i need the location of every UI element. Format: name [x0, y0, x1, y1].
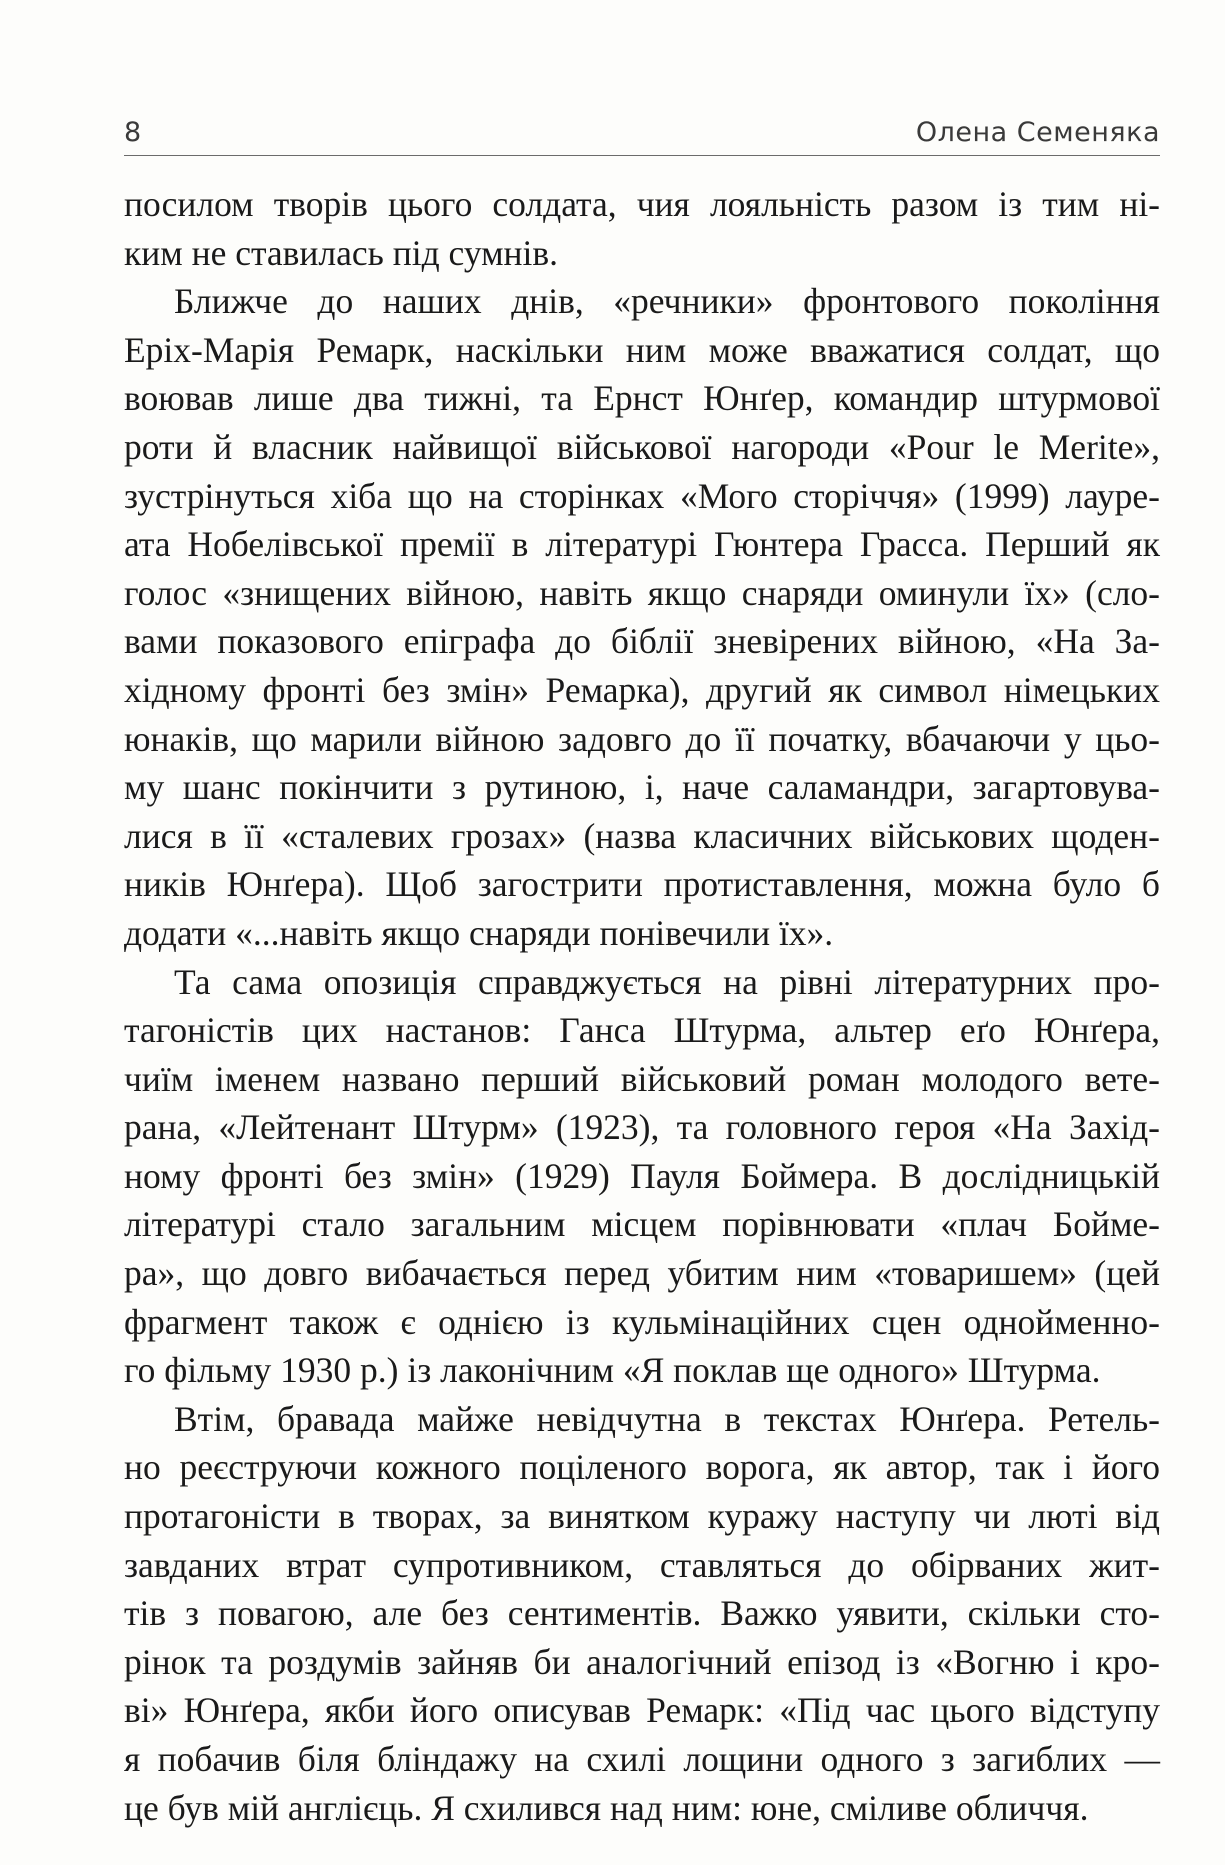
paragraph — [124, 958, 1160, 1395]
text-line: лися в її «сталевих грозах» (назва класичних військових щоден- — [124, 815, 1160, 856]
text-line: голос «знищених війною, навіть якщо снаряди оминули їх» (сло- — [124, 572, 1160, 613]
text-line: Втім, бравада майже невідчутна в текстах Юнґера. Ретель- — [174, 1398, 1160, 1439]
text-line: рана, «Лейтенант Штурм» (1923), та головного героя «На Захід- — [124, 1107, 1160, 1148]
text-line: ві» Юнґера, якби його описував Ремарк: «Під час цього відступу — [124, 1690, 1160, 1731]
paragraph — [124, 277, 1160, 957]
text-line: Та сама опозиція справджується на рівні літературних про- — [174, 961, 1160, 1002]
text-line: юнаків, що марили війною задовго до її початку, вбачаючи у цьо- — [124, 718, 1160, 759]
text-line: додати «...навіть якщо снаряди понівечили їх». — [124, 912, 834, 953]
text-line: літературі стало загальним місцем порівнювати «плач Бойме- — [124, 1204, 1160, 1245]
running-head — [124, 117, 1160, 157]
text-line: протагоністи в творах, за винятком куражу наступу чи люті від — [124, 1496, 1160, 1537]
text-line: рінок та роздумів зайняв би аналогічний епізод із «Вогню і кро- — [124, 1641, 1160, 1682]
body-text — [124, 180, 1160, 1832]
text-line: фрагмент також є однією із кульмінаційних сцен однойменно- — [124, 1301, 1160, 1342]
text-line: Ближче до наших днів, «речники» фронтового покоління — [174, 281, 1160, 322]
paragraph — [124, 1395, 1160, 1832]
text-line: но реєструючи кожного поціленого ворога, як автор, так і його — [124, 1447, 1160, 1488]
text-line: вами показового епіграфа до біблії зневірених війною, «На За- — [124, 621, 1160, 662]
text-line: посилом творів цього солдата, чия лояльність разом із тим ні- — [124, 184, 1160, 224]
text-line: завданих втрат супротивником, ставляться до обірваних жит- — [124, 1544, 1160, 1585]
text-line: зустрінуться хіба що на сторінках «Мого сторіччя» (1999) лауре- — [124, 475, 1160, 516]
text-line: ата Нобелівської премії в літературі Гюнтера Грасса. Перший як — [124, 524, 1160, 565]
text-line: Еріх-Марія Ремарк, наскільки ним може вважатися солдат, що — [124, 329, 1160, 370]
text-line: хідному фронті без змін» Ремарка), другий як символ німецьких — [124, 669, 1160, 710]
paragraph — [124, 180, 1160, 277]
text-line: го фільму 1930 р.) із лаконічним «Я поклав ще одного» Штурма. — [124, 1350, 1101, 1391]
text-line: му шанс покінчити з рутиною, і, наче саламандри, загартовува- — [124, 767, 1160, 808]
text-line: тів з повагою, але без сентиментів. Важко уявити, скільки сто- — [124, 1593, 1160, 1634]
text-line: тагоністів цих настанов: Ганса Штурма, альтер еґо Юнґера, — [124, 1010, 1160, 1051]
text-line: ра», що довго вибачається перед убитим ним «товаришем» (цей — [124, 1253, 1160, 1294]
text-line: ному фронті без змін» (1929) Пауля Боймера. В дослідницькій — [124, 1155, 1160, 1196]
header-rule — [124, 155, 1160, 156]
text-line: я побачив біля бліндажу на схилі лощини одного з загиблих — — [124, 1739, 1160, 1779]
page-number: 8 — [124, 117, 142, 148]
text-line: чиїм іменем названо перший військовий роман молодого вете- — [124, 1058, 1160, 1099]
text-line: ким не ставилась під сумнів. — [124, 232, 559, 273]
author-name: Олена Семеняка — [915, 117, 1160, 148]
text-line: роти й власник найвищої військової нагороди «Pour le Merite», — [124, 426, 1160, 467]
text-line: ників Юнґера). Щоб загострити протиставлення, можна було б — [124, 864, 1160, 905]
text-line: воював лише два тижні, та Ернст Юнґер, командир штурмової — [124, 378, 1160, 419]
text-line: це був мій англієць. Я схилився над ним: юне, сміливе обличчя. — [124, 1787, 1089, 1828]
